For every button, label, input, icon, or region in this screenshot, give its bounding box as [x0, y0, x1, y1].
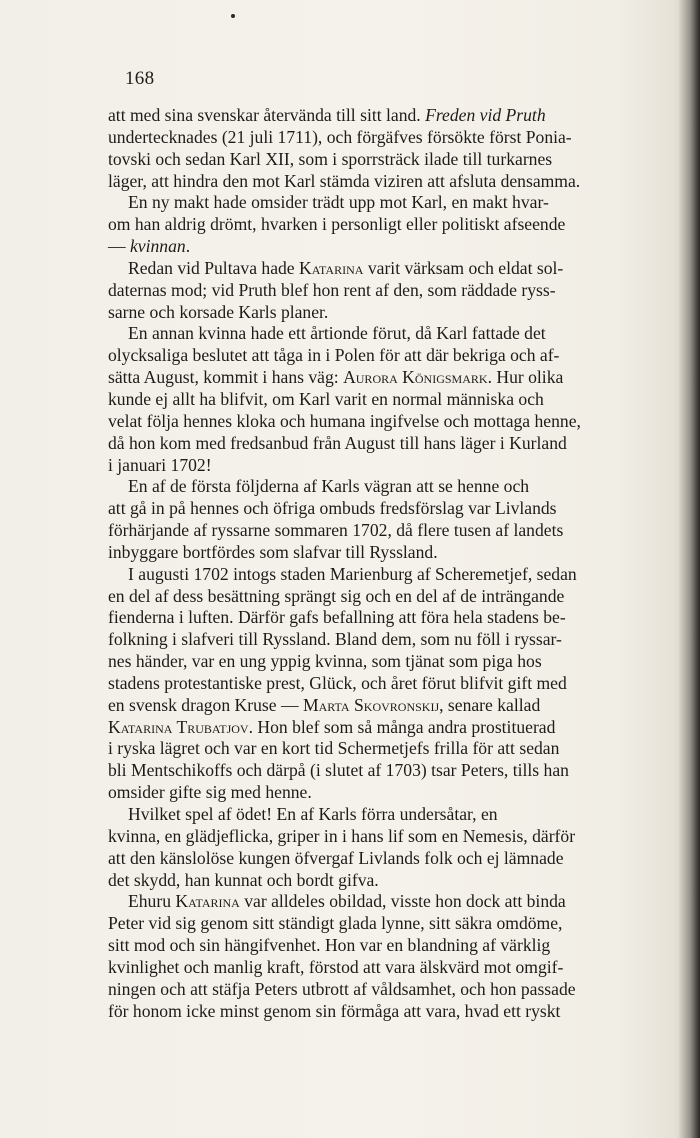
- text-line: att gå in på hennes och öfriga ombuds fredsförslag var Livlands: [108, 498, 557, 519]
- text-line: Ehuru Katarina var alldeles obildad, visste hon dock att binda: [128, 891, 566, 912]
- body-text: [108, 105, 668, 1022]
- text-line: att den känslolöse kungen öfvergaf Livlands folk och ej lämnade: [108, 847, 564, 868]
- text-line: förhärjande af ryssarne sommaren 1702, då flere tusen af landets: [108, 520, 564, 541]
- text-line: tovski och sedan Karl XII, som i sporrsträck ilade till turkarnes: [108, 148, 553, 169]
- text-line: inbyggare bortfördes som slafvar till Ryssland.: [108, 541, 438, 562]
- text-line: bli Mentschikoffs och därpå (i slutet af 1703) tsar Peters, tills han: [108, 760, 569, 781]
- text-line: sitt mod och sin hängifvenhet. Hon var en blandning af värklig: [108, 935, 551, 956]
- text-line: en del af dess besättning sprängt sig och en del af de inträngande: [108, 585, 565, 606]
- text-line: stadens protestantiske prest, Glück, och året förut blifvit gift med: [108, 672, 567, 693]
- text-line: En ny makt hade omsider trädt upp mot Karl, en makt hvar-: [128, 192, 549, 213]
- text-line: En af de första följderna af Karls vägran att se henne och: [128, 476, 530, 497]
- text-line: Hvilket spel af ödet! En af Karls förra undersåtar, en: [128, 804, 498, 824]
- text-line: sarne och korsade Karls planer.: [108, 301, 329, 322]
- text-line: — kvinnan.: [108, 236, 191, 257]
- page-number: 168: [125, 68, 155, 89]
- text-line: undertecknades (21 juli 1711), och förgäfves försökte först Ponia-: [108, 126, 572, 147]
- text-line: nes händer, var en ung yppig kvinna, som tjänat som piga hos: [108, 651, 542, 672]
- text-line: sätta August, kommit i hans väg: Aurora Königsmark. Hur olika: [108, 367, 564, 388]
- text-line: Peter vid sig genom sitt ständigt glada lynne, sitt säkra omdöme,: [108, 913, 563, 934]
- text-line: det skydd, han kunnat och bordt gifva.: [108, 869, 379, 890]
- text-line: för honom icke minst genom sin förmåga att vara, hvad ett ryskt: [108, 1000, 561, 1021]
- ink-speck: [231, 14, 235, 18]
- text-line: folkning i slafveri till Ryssland. Bland dem, som nu föll i ryssar-: [108, 629, 562, 650]
- text-line: kunde ej allt ha blifvit, om Karl varit en normal människa och: [108, 388, 544, 409]
- text-line: att med sina svenskar återvända till sitt land. Freden vid Pruth: [108, 105, 546, 125]
- text-line: läger, att hindra den mot Karl stämda viziren att afsluta densamma.: [108, 170, 581, 191]
- binding-shadow: [678, 0, 700, 1138]
- text-line: en svensk dragon Kruse — Marta Skovronskij, senare kallad: [108, 694, 541, 715]
- text-line: om han aldrig drömt, hvarken i personligt eller politiskt afseende: [108, 214, 566, 235]
- text-line: i ryska lägret och var en kort tid Schermetjefs frilla för att sedan: [108, 738, 560, 759]
- text-line: olycksaliga beslutet att tåga in i Polen för att där bekriga och af-: [108, 345, 560, 366]
- text-line: kvinna, en glädjeflicka, griper in i hans lif som en Nemesis, därför: [108, 825, 576, 846]
- text-line: ningen och att stäfja Peters utbrott af våldsamhet, och hon passade: [108, 978, 576, 999]
- text-line: En annan kvinna hade ett årtionde förut, då Karl fattade det: [128, 323, 546, 344]
- text-line: velat följa hennes kloka och humana ingifvelse och mottaga henne,: [108, 410, 581, 431]
- text-line: daternas mod; vid Pruth blef hon rent af den, som räddade ryss-: [108, 279, 556, 300]
- text-line: omsider gifte sig med henne.: [108, 782, 312, 803]
- text-line: i januari 1702!: [108, 454, 212, 475]
- text-line: kvinlighet och manlig kraft, förstod att vara älskvärd mot omgif-: [108, 956, 564, 977]
- text-line: Redan vid Pultava hade Katarina varit värksam och eldat sol-: [128, 257, 564, 278]
- text-line: I augusti 1702 intogs staden Marienburg af Scheremetjef, sedan: [128, 563, 577, 584]
- text-line: då hon kom med fredsanbud från August till hans läger i Kurland: [108, 432, 567, 453]
- text-line: fienderna i luften. Därför gafs befallning att föra hela stadens be-: [108, 607, 566, 628]
- text-line: Katarina Trubatjov. Hon blef som så många andra prostituerad: [108, 716, 556, 737]
